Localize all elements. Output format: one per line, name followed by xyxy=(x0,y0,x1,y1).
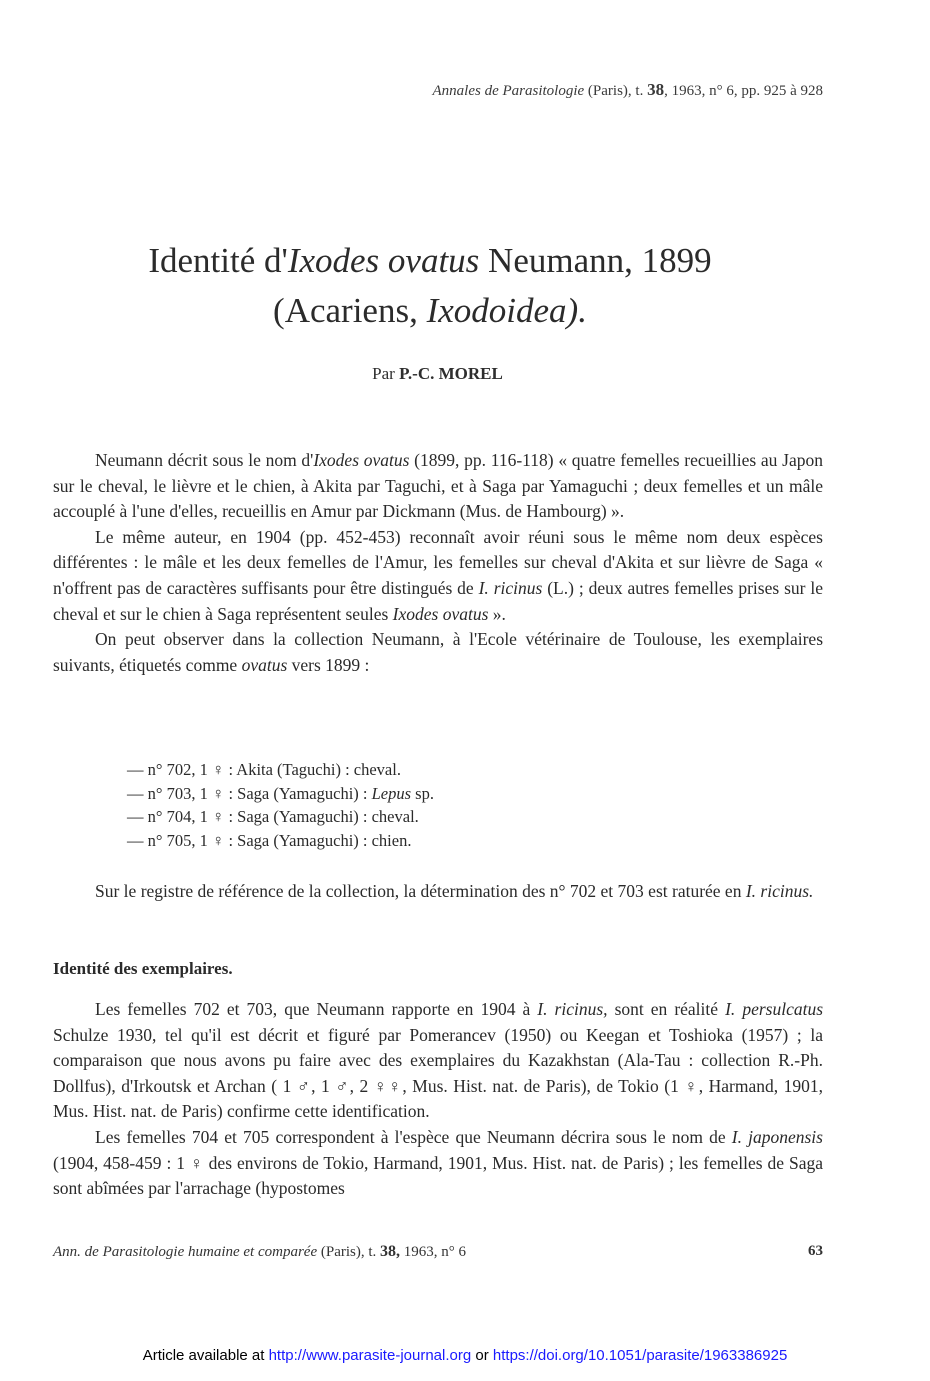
article-title xyxy=(0,236,860,336)
author-prefix: Par xyxy=(372,364,400,383)
author-line xyxy=(0,364,875,384)
title-line-1 xyxy=(0,236,860,286)
volume-number: 38 xyxy=(647,80,665,99)
journal-footer xyxy=(53,1243,823,1261)
section-heading: Identité des exemplaires. xyxy=(53,959,233,978)
paragraph-3: On peut observer dans la collection Neumann, à l'Ecole vétérinaire de Toulouse, les exemplaires suivants, étiquetés comme ovatus vers 1899 : xyxy=(53,629,823,675)
list-item: — n° 704, 1 ♀ : Saga (Yamaguchi) : cheval. xyxy=(127,807,419,826)
ref-part1: (Paris), t. xyxy=(584,83,648,99)
paragraph-4: Sur le registre de référence de la collection, la détermination des n° 702 et 703 est raturée en I. ricinus. xyxy=(95,881,814,901)
title-text: Neumann, 1899 xyxy=(479,241,712,280)
page-number: 63 xyxy=(808,1243,823,1259)
specimen-list xyxy=(127,758,434,852)
list-item: — n° 703, 1 ♀ : Saga (Yamaguchi) : Lepus sp. xyxy=(127,783,434,803)
footer-reference: Ann. de Parasitologie humaine et comparée (Paris), t. 38, 1963, n° 6 xyxy=(53,1243,467,1260)
doi-link[interactable]: https://doi.org/10.1051/parasite/1963386925 xyxy=(492,1347,788,1364)
list-item: — n° 702, 1 ♀ : Akita (Taguchi) : cheval. xyxy=(127,760,401,779)
article-availability-line: Article available at http://www.parasite-journal.org or https://doi.org/10.1051/parasite/1963386925 xyxy=(142,1347,788,1364)
title-line-2 xyxy=(0,286,860,336)
title-text: Identité d' xyxy=(148,241,288,280)
registry-text xyxy=(53,879,823,905)
journal-link[interactable]: http://www.parasite-journal.org xyxy=(268,1347,472,1364)
identity-text xyxy=(53,997,823,1202)
title-species: Ixodes ovatus xyxy=(287,241,480,280)
title-text: (Acariens, xyxy=(273,291,427,330)
paragraph-1: Neumann décrit sous le nom d'Ixodes ovatus (1899, pp. 116-118) « quatre femelles recueillies au Japon sur le cheval, le lièvre et le chien, à Akita par Taguchi, et à Saga par Yamaguchi ; deux femelles et un mâle accouplé à l'une d'elles, recueillis en Amur par Dickmann (Mus. de Hambourg) ». xyxy=(53,450,824,522)
paragraph-6: Les femelles 704 et 705 correspondent à l'espèce que Neumann décrira sous le nom de I. japonensis (1904, 458-459 : 1 ♀ des environs de Tokio, Harmand, 1901, Mus. Hist. nat. de Paris) ; les femelles de Saga sont abîmées par l'arrachage (hypostomes xyxy=(53,1126,823,1199)
journal-name: Annales de Parasitologie xyxy=(432,83,585,99)
intro-text xyxy=(53,448,823,678)
paragraph-5: Les femelles 702 et 703, que Neumann rapporte en 1904 à I. ricinus, sont en réalité I. persulcatus Schulze 1930, tel qu'il est décrit et figuré par Pomerancev (1950) ou Keegan et Toshioka (1957) ; la comparaison que nous avons pu faire avec des exemplaires du Kazakhstan (Ala-Tau : collection R.-Ph. Dollfus), d'Irkoutsk et Archan ( 1 ♂, 1 ♂, 2 ♀♀, Mus. Hist. nat. de Paris), de Tokio (1 ♀, Harmand, 1901, Mus. Hist. nat. de Paris) confirme cette identification. xyxy=(53,999,824,1122)
title-taxon: Ixodoidea). xyxy=(426,291,587,330)
journal-reference-header xyxy=(433,80,823,100)
author-name: P.-C. MOREL xyxy=(399,364,503,383)
list-item: — n° 705, 1 ♀ : Saga (Yamaguchi) : chien. xyxy=(127,830,412,850)
ref-part2: , 1963, n° 6, pp. 925 à 928 xyxy=(664,83,823,99)
paragraph-2: Le même auteur, en 1904 (pp. 452-453) reconnaît avoir réuni sous le même nom deux espèces différentes : le mâle et les deux femelles de l'Amur, les femelles sur cheval d'Akita et sur lièvre de Saga « n'offrent pas de caractères suffisants pour être distingués de I. ricinus (L.) ; deux autres femelles prises sur le cheval et sur le chien à Saga représentent seules Ixodes ovatus ». xyxy=(53,526,823,624)
